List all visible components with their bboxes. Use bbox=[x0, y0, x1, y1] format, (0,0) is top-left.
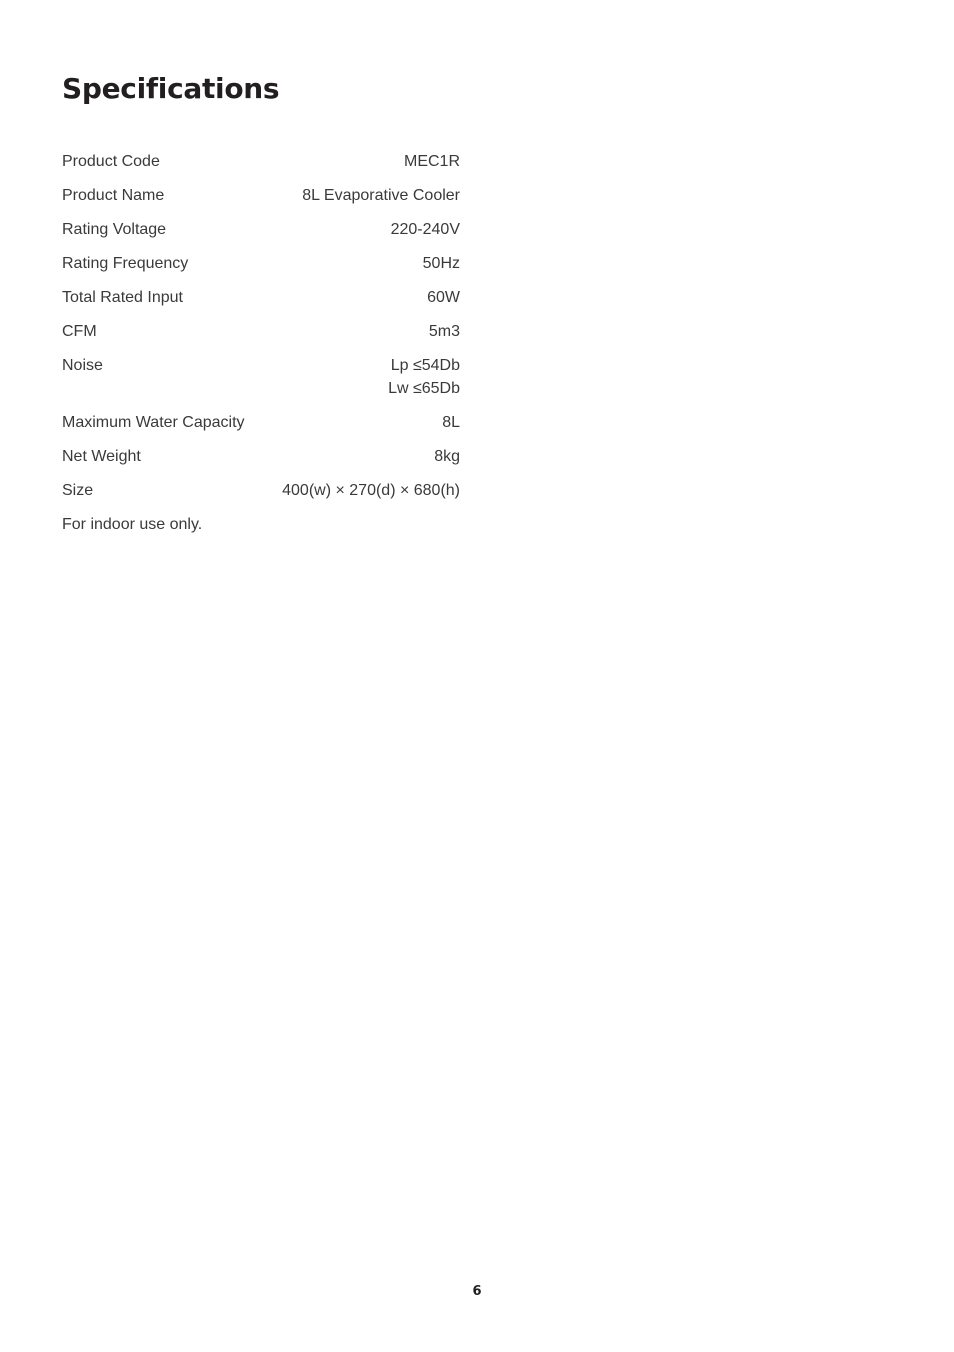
spec-value: 8L Evaporative Cooler bbox=[302, 187, 460, 204]
spec-row-net-weight bbox=[62, 445, 460, 479]
spec-label: Maximum Water Capacity bbox=[62, 414, 245, 431]
spec-value: 400(w) × 270(d) × 680(h) bbox=[282, 482, 460, 499]
spec-value: MEC1R bbox=[403, 153, 460, 170]
spec-row-rating-voltage bbox=[62, 218, 460, 252]
spec-value: 50Hz bbox=[422, 255, 460, 272]
spec-value: 220-240V bbox=[390, 221, 460, 238]
spec-value-line: Lp ≤54Db bbox=[390, 357, 460, 374]
spec-label: Noise bbox=[62, 357, 103, 374]
spec-label: Product Code bbox=[62, 153, 160, 170]
spec-row-rating-frequency bbox=[62, 252, 460, 286]
spec-row-maximum-water-capacity bbox=[62, 411, 460, 445]
spec-label: Total Rated Input bbox=[62, 289, 183, 306]
spec-row-noise bbox=[62, 354, 460, 411]
spec-row-product-code bbox=[62, 150, 460, 184]
indoor-use-note: For indoor use only. bbox=[62, 516, 203, 533]
spec-value bbox=[388, 354, 460, 400]
spec-value: 5m3 bbox=[428, 323, 460, 340]
page-number: 6 bbox=[472, 1284, 482, 1299]
spec-row-cfm bbox=[62, 320, 460, 354]
spec-row-total-rated-input bbox=[62, 286, 460, 320]
spec-label: CFM bbox=[62, 323, 97, 340]
spec-label: Rating Voltage bbox=[62, 221, 167, 238]
spec-value: 60W bbox=[427, 289, 460, 306]
specifications-table bbox=[62, 150, 460, 536]
spec-row-product-name bbox=[62, 184, 460, 218]
spec-label: Product Name bbox=[62, 187, 165, 204]
spec-label: Rating Frequency bbox=[62, 255, 189, 272]
spec-value: 8L bbox=[442, 414, 460, 431]
page-title: Specifications bbox=[62, 72, 280, 105]
spec-label: Size bbox=[62, 482, 94, 499]
spec-label: Net Weight bbox=[62, 448, 141, 465]
spec-value-line: Lw ≤65Db bbox=[388, 380, 460, 397]
spec-row-size bbox=[62, 479, 460, 513]
spec-value: 8kg bbox=[434, 448, 460, 465]
